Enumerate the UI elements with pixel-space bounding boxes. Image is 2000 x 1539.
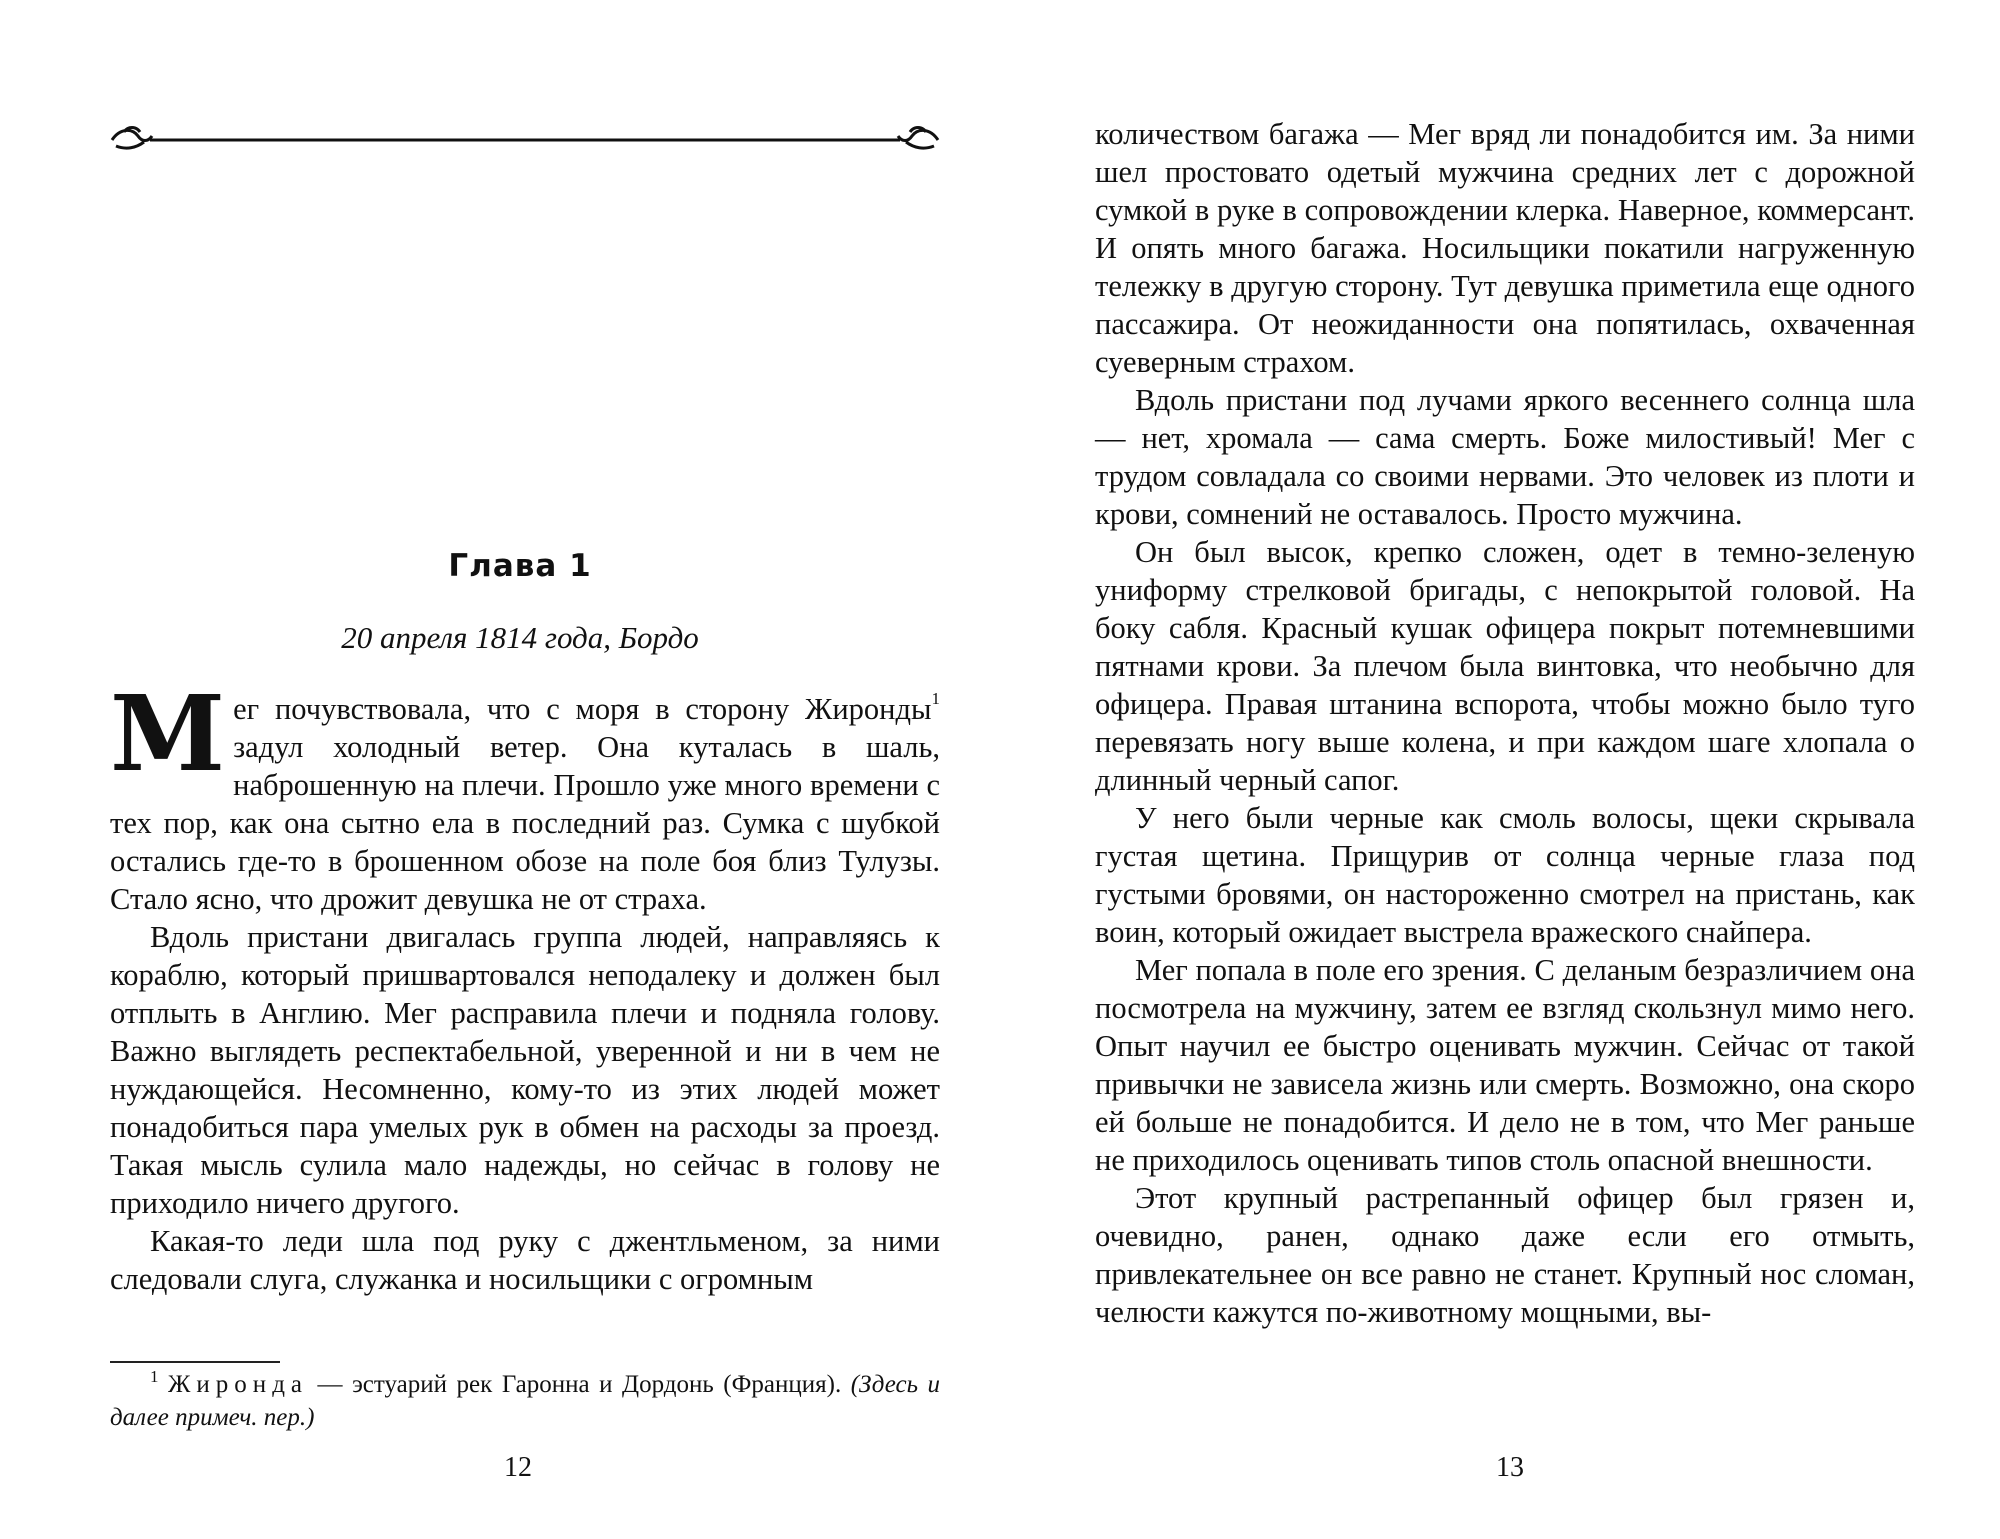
chapter-subtitle: 20 апреля 1814 года, Бордо bbox=[341, 620, 699, 655]
paragraph: Он был высок, крепко сложен, одет в темно-зеленую униформу стрелковой бригады, с непокрытой головой. На боку сабля. Красный кушак офицера покрыт потемневшими пятнами крови. За плечом была винтовка, что необычно для офицера. Правая штанина вспорота, чтобы можно было туго перевязать ногу выше колена, и при каждом шаге хлопала о длинный черный сапог. bbox=[1095, 535, 1915, 797]
right-body-text bbox=[1095, 115, 1915, 1331]
paragraph-rest: задул холодный ветер. Она куталась в шаль, наброшенную на плечи. Прошло уже много времени с тех пор, как она сытно ела в последний раз. Сумка с шубкой остались где-то в брошенном обозе на поле боя близ Тулузы. Стало ясно, что дрожит девушка не от страха. bbox=[110, 730, 940, 916]
footnote-divider bbox=[110, 1361, 280, 1363]
paragraph-lead: ег почувствовала, что с моря в сторону Жиронды bbox=[233, 692, 932, 726]
paragraph: Вдоль пристани двигалась группа людей, направляясь к кораблю, который пришвартовался неподалеку и должен был отплыть в Англию. Мег расправила плечи и подняла голову. Важно выглядеть респектабельной, уверенной и ни в чем не нуждающейся. Несомненно, кому-то из этих людей может понадобиться пара умелых рук в обмен на расходы за проезд. Такая мысль сулила мало надежды, но сейчас в голову не приходило ничего другого. bbox=[110, 920, 940, 1220]
paragraph: Этот крупный растрепанный офицер был грязен и, очевидно, ранен, однако даже если его отмыть, привлекательнее он все равно не станет. Крупный нос сломан, челюсти кажутся по-животному мощными, вы- bbox=[1095, 1181, 1915, 1329]
footnote-note: (Здесь и далее примеч. пер.) bbox=[110, 1371, 940, 1431]
header-ornament-icon bbox=[110, 118, 940, 158]
footnote bbox=[110, 1368, 940, 1434]
footnote-marker: 1 bbox=[931, 689, 940, 708]
paragraph: Мег попала в поле его зрения. С деланым безразличием она посмотрела на мужчину, затем ее взгляд скользнул мимо него. Опыт научил ее быстро оценивать мужчин. Сейчас от такой привычки не зависела жизнь или смерть. Возможно, она скоро ей больше не понадобится. И дело не в том, что Мег раньше не приходилось оценивать типов столь опасной внешности. bbox=[1095, 953, 1915, 1177]
right-page bbox=[1000, 0, 2000, 1539]
chapter-title: Глава 1 bbox=[448, 548, 592, 584]
drop-cap: М bbox=[110, 672, 226, 795]
footnote-text: — эстуарий рек Гаронна и Дордонь (Франция). bbox=[308, 1371, 851, 1398]
footnote-number: 1 bbox=[150, 1367, 159, 1386]
page-number-right: 13 bbox=[1496, 1452, 1524, 1483]
footnote-term: Жиронда bbox=[168, 1371, 309, 1398]
paragraph: количеством багажа — Мег вряд ли понадобится им. За ними шел простовато одетый мужчина средних лет с дорожной сумкой в руке в сопровождении клерка. Наверное, коммерсант. И опять много багажа. Носильщики покатили нагруженную тележку в другую сторону. Тут девушка приметила еще одного пассажира. От неожиданности она попятилась, охваченная суеверным страхом. bbox=[1095, 117, 1915, 379]
paragraph: Вдоль пристани под лучами яркого весеннего солнца шла — нет, хромала — сама смерть. Боже милостивый! Мег с трудом совладала со своими нервами. Это человек из плоти и крови, сомнений не оставалось. Просто мужчина. bbox=[1095, 383, 1915, 531]
page-number-left: 12 bbox=[504, 1452, 532, 1483]
paragraph bbox=[110, 672, 940, 918]
paragraph: Какая-то леди шла под руку с джентльменом, за ними следовали слуга, служанка и носильщики с огромным bbox=[110, 1224, 940, 1296]
paragraph: У него были черные как смоль волосы, щеки скрывала густая щетина. Прищурив от солнца черные глаза под густыми бровями, он настороженно смотрел на пристань, как воин, который ожидает выстрела вражеского снайпера. bbox=[1095, 801, 1915, 949]
left-body-text bbox=[110, 672, 940, 1298]
